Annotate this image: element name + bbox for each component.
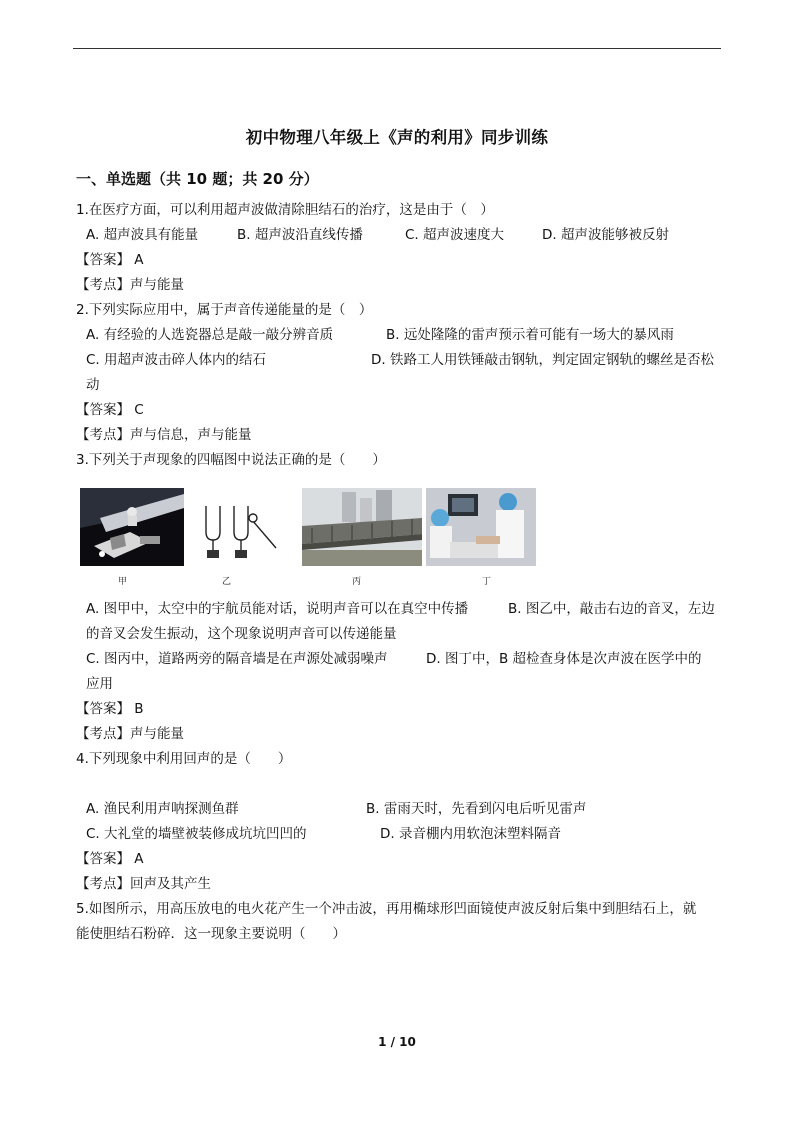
q1-option-a: A. 超声波具有能量 bbox=[86, 227, 199, 243]
q4-option-d: D. 录音棚内用软泡沫塑料隔音 bbox=[380, 826, 561, 842]
q5-stem-cont: 能使胆结石粉碎．这一现象主要说明（ ） bbox=[76, 926, 346, 942]
q5-stem: 5.如图所示，用高压放电的电火花产生一个冲击波，再用椭球形凹面镜使声波反射后集中到胆结石上，就 bbox=[76, 901, 697, 917]
q3-option-d-cont: 应用 bbox=[86, 676, 113, 692]
document-title: 初中物理八年级上《声的利用》同步训练 bbox=[245, 128, 549, 147]
header-rule bbox=[73, 48, 721, 49]
q3-option-d: D. 图丁中，B 超检查身体是次声波在医学中的 bbox=[426, 651, 702, 667]
q1-answer: 【答案】 A bbox=[76, 252, 144, 268]
q2-option-b: B. 远处隆隆的雷声预示着可能有一场大的暴风雨 bbox=[386, 327, 674, 343]
q4-option-c: C. 大礼堂的墙壁被装修成坑坑凹凹的 bbox=[86, 826, 307, 842]
q1-option-b: B. 超声波沿直线传播 bbox=[237, 227, 363, 243]
section-heading: 一、单选题（共 10 题；共 20 分） bbox=[76, 170, 319, 188]
figure-bing-sound-barrier bbox=[302, 488, 422, 566]
figure-jia-astronaut bbox=[80, 488, 184, 566]
q4-option-b: B. 雷雨天时，先看到闪电后听见雷声 bbox=[366, 801, 587, 817]
figure-ding-ultrasound bbox=[426, 488, 536, 566]
q4-knowledge-point: 【考点】回声及其产生 bbox=[76, 876, 211, 892]
q3-option-c: C. 图丙中，道路两旁的隔音墙是在声源处减弱噪声 bbox=[86, 651, 388, 667]
q3-knowledge-point: 【考点】声与能量 bbox=[76, 726, 184, 742]
q2-answer: 【答案】 C bbox=[76, 402, 144, 418]
q4-answer: 【答案】 A bbox=[76, 851, 144, 867]
q3-option-b-cont: 的音叉会发生振动，这个现象说明声音可以传递能量 bbox=[86, 626, 397, 642]
figure-label-yi: 乙 bbox=[222, 577, 232, 587]
q1-option-c: C. 超声波速度大 bbox=[405, 227, 505, 243]
q3-answer: 【答案】 B bbox=[76, 701, 144, 717]
q2-stem: 2.下列实际应用中，属于声音传递能量的是（ ） bbox=[76, 302, 373, 318]
q3-stem: 3.下列关于声现象的四幅图中说法正确的是（ ） bbox=[76, 452, 386, 468]
q3-option-a: A. 图甲中，太空中的宇航员能对话，说明声音可以在真空中传播 bbox=[86, 601, 469, 617]
q2-option-d: D. 铁路工人用铁锤敲击钢轨，判定固定钢轨的螺丝是否松 bbox=[371, 352, 714, 368]
page-number: 1 / 10 bbox=[378, 1035, 416, 1049]
q2-knowledge-point: 【考点】声与信息，声与能量 bbox=[76, 427, 252, 443]
q3-option-b: B. 图乙中，敲击右边的音叉，左边 bbox=[508, 601, 715, 617]
figure-yi-tuning-forks bbox=[196, 500, 286, 562]
q2-option-a: A. 有经验的人选瓷器总是敲一敲分辨音质 bbox=[86, 327, 334, 343]
figure-label-ding: 丁 bbox=[482, 577, 492, 587]
figure-label-jia: 甲 bbox=[118, 577, 128, 587]
q1-stem: 1.在医疗方面，可以利用超声波做清除胆结石的治疗，这是由于（ ） bbox=[76, 202, 494, 218]
q2-option-c: C. 用超声波击碎人体内的结石 bbox=[86, 352, 267, 368]
figure-label-bing: 丙 bbox=[352, 577, 362, 587]
q1-option-d: D. 超声波能够被反射 bbox=[542, 227, 669, 243]
q2-option-d-cont: 动 bbox=[86, 377, 100, 393]
q1-knowledge-point: 【考点】声与能量 bbox=[76, 277, 184, 293]
q4-option-a: A. 渔民利用声呐探测鱼群 bbox=[86, 801, 239, 817]
q4-stem: 4.下列现象中利用回声的是（ ） bbox=[76, 751, 292, 767]
